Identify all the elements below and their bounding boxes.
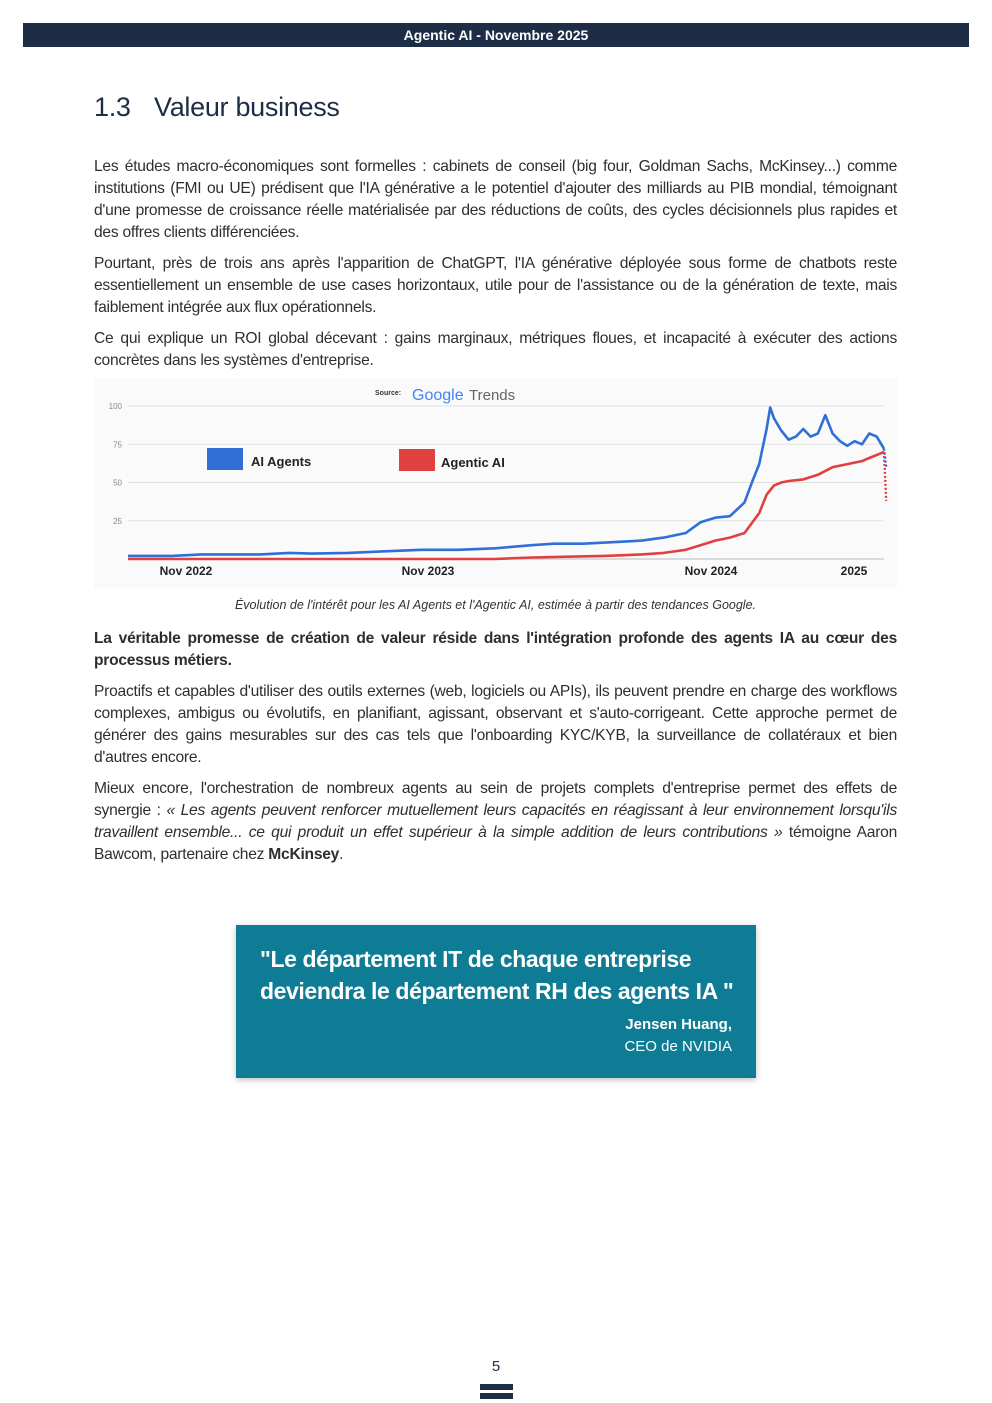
chart-series: [128, 408, 886, 560]
paragraph-2: Pourtant, près de trois ans après l'apparition de ChatGPT, l'IA générative déployée sous forme de chatbots reste essentiellement un ensemble de use cases horizontaux, utile pour de l'assistance ou de la génération de texte, mais faiblement intégrée aux flux opérationnels.: [94, 255, 897, 316]
header-title: Agentic AI - Novembre 2025: [403, 27, 589, 43]
paragraph-3: Ce qui explique un ROI global décevant : gains marginaux, métriques floues, et incapacité à exécuter des actions concrètes dans les systèmes d'entreprise.: [94, 330, 897, 369]
section-heading: [94, 92, 340, 123]
paragraph-5: Proactifs et capables d'utiliser des outils externes (web, logiciels ou APIs), ils peuvent prendre en charge des workflows complexes, ambigus ou évolutifs, en planifiant, agissant, observant et s'auto-corrigeant. Cette approche permet de générer des gains mesurables sur des cas tels que l'onboarding KYC/KYB, la surveillance de collatéraux et bien d'autres encore.: [94, 683, 897, 766]
quote-text: [260, 943, 740, 1007]
y-tick-label: 75: [113, 440, 122, 450]
footer-mark: [480, 1384, 513, 1402]
paragraph-6: [94, 778, 897, 866]
series-line-ai-agents: [128, 408, 884, 556]
paragraph-1: Les études macro-économiques sont formelles : cabinets de conseil (big four, Goldman Sachs, McKinsey...) comme institutions (FMI ou UE) prédisent que l'IA générative a le potentiel d'ajouter des milliards au PIB mondial, témoignant d'une promesse de croissance réelle matérialisée par des réductions de coûts, des cycles décisionnels plus rapides et des offres clients différenciées.: [94, 158, 897, 241]
section-title: Valeur business: [154, 92, 340, 122]
section-number: 1.3: [94, 92, 131, 122]
mckinsey-quote: « Les agents peuvent renforcer mutuellement leurs capacités en réagissant à leur environnement lorsqu'ils travaillent ensemble... ce qui produit un effet supérieur à la simple addition de leurs contributions »: [94, 802, 897, 841]
paragraph-6-start: Mieux encore, l'orchestration de nombreux agents au sein de projets complets d'entreprise permet des effets de synergie :: [94, 780, 897, 819]
legend-swatch-ai-agents: [207, 448, 243, 470]
document-header: [23, 23, 969, 47]
company-name: McKinsey: [268, 846, 340, 863]
trends-chart: [94, 378, 897, 588]
x-tick-label: Nov 2022: [159, 564, 213, 578]
quote-role: CEO de NVIDIA: [624, 1038, 732, 1055]
y-tick-label: 50: [113, 478, 122, 488]
paragraph-4: La véritable promesse de création de valeur réside dans l'intégration profonde des agents IA au cœur des processus métiers.: [94, 630, 897, 669]
legend-swatch-agentic-ai: [399, 449, 435, 471]
chart-x-ticks: [160, 564, 868, 578]
chart-legend: [207, 448, 505, 471]
legend-label-agentic-ai: Agentic AI: [441, 455, 505, 470]
chart-caption: Évolution de l'intérêt pour les AI Agents et l'Agentic AI, estimée à partir des tendances Google.: [234, 598, 757, 612]
google-logo: Google: [412, 387, 464, 404]
chart-source: [375, 387, 515, 404]
paragraph-6-mid: témoigne Aaron Bawcom, partenaire chez: [94, 824, 897, 863]
quote-author: Jensen Huang,: [625, 1016, 732, 1033]
y-tick-label: 25: [113, 516, 122, 526]
legend-label-ai-agents: AI Agents: [251, 454, 312, 469]
chart-y-ticks: [109, 402, 123, 526]
quote-line-2: deviendra le département RH des agents IA ": [260, 978, 734, 1004]
trends-label: Trends: [469, 387, 516, 404]
source-label: Source:: [375, 390, 402, 397]
x-tick-label: Nov 2024: [684, 564, 738, 578]
page-number: 5: [491, 1358, 501, 1375]
series-partial-agentic-ai: [884, 452, 886, 501]
quote-line-1: "Le département IT de chaque entreprise: [260, 946, 692, 972]
trends-chart-svg: [94, 378, 897, 588]
paragraph-6-end: .: [339, 846, 344, 863]
chart-grid: [128, 406, 884, 559]
quote-box: [236, 925, 756, 1078]
x-tick-label: Nov 2023: [401, 564, 455, 578]
y-tick-label: 100: [108, 402, 122, 411]
x-tick-label: 2025: [840, 564, 868, 578]
